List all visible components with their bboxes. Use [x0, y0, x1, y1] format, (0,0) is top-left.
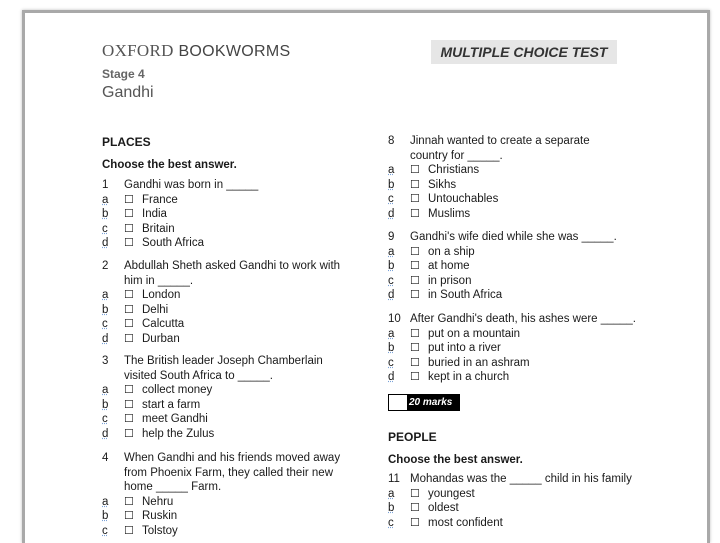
question-number: 1 [102, 179, 109, 191]
question-number: 2 [102, 260, 109, 272]
checkbox-icon[interactable]: ☐ [124, 524, 134, 537]
question-3 [102, 354, 342, 441]
answer-option[interactable] [102, 495, 342, 510]
question-number: 8 [388, 135, 395, 147]
option-text: London [142, 289, 181, 301]
checkbox-icon[interactable]: ☐ [124, 289, 134, 301]
option-letter: a [102, 193, 109, 206]
stage-label: Stage 4 [102, 67, 145, 81]
answer-option[interactable] [102, 524, 342, 539]
option-letter: c [102, 222, 108, 235]
answer-option[interactable] [102, 398, 342, 413]
option-letter: d [102, 237, 109, 250]
checkbox-icon[interactable]: ☐ [124, 222, 134, 235]
brand-bookworms: BOOKWORMS [178, 43, 291, 60]
question-text: Abdullah Sheth asked Gandhi to work with him in _____. [124, 260, 341, 287]
answer-option[interactable] [102, 193, 342, 208]
checkbox-icon[interactable]: ☐ [410, 207, 420, 220]
option-text: kept in a church [428, 371, 510, 384]
option-text: Untouchables [428, 193, 499, 206]
checkbox-icon[interactable]: ☐ [124, 413, 134, 426]
answer-option[interactable] [388, 327, 648, 342]
checkbox-icon[interactable]: ☐ [124, 318, 134, 331]
question-2 [102, 259, 342, 346]
answer-option[interactable] [102, 317, 342, 332]
option-text: start a farm [142, 398, 201, 411]
section-title-places: PLACES [102, 135, 151, 149]
checkbox-icon[interactable]: ☐ [410, 245, 420, 258]
question-11 [388, 472, 648, 530]
option-letter: a [388, 245, 395, 258]
answer-option[interactable] [102, 288, 342, 303]
answer-option[interactable] [388, 274, 628, 289]
option-text: Muslims [428, 207, 471, 220]
option-text: Calcutta [142, 318, 185, 331]
question-8 [388, 134, 628, 221]
question-text: Gandhi's wife died while she was _____. [410, 231, 617, 243]
checkbox-icon[interactable]: ☐ [124, 510, 134, 523]
checkbox-icon[interactable]: ☐ [124, 495, 134, 508]
question-text: After Gandhi's death, his ashes were _____. [410, 313, 636, 325]
checkbox-icon[interactable]: ☐ [124, 332, 134, 345]
option-letter: c [388, 193, 394, 206]
answer-option[interactable] [102, 303, 342, 318]
question-number: 3 [102, 355, 109, 367]
section-title-people: PEOPLE [388, 430, 437, 444]
answer-option[interactable] [388, 487, 648, 502]
question-number: 10 [388, 313, 401, 325]
answer-option[interactable] [388, 192, 628, 207]
answer-option[interactable] [388, 245, 628, 260]
checkbox-icon[interactable]: ☐ [410, 260, 420, 273]
option-letter: c [102, 413, 108, 426]
option-letter: a [102, 384, 109, 396]
question-1 [102, 178, 342, 251]
answer-option[interactable] [102, 236, 342, 251]
answer-option[interactable] [102, 509, 342, 524]
checkbox-icon[interactable]: ☐ [410, 502, 420, 515]
option-letter: b [102, 303, 109, 316]
option-letter: d [388, 371, 395, 384]
answer-option[interactable] [388, 259, 628, 274]
option-letter: c [388, 516, 394, 529]
option-letter: a [388, 327, 395, 340]
option-letter: c [102, 318, 108, 331]
answer-option[interactable] [388, 370, 648, 385]
checkbox-icon[interactable]: ☐ [410, 487, 420, 500]
answer-option[interactable] [388, 341, 648, 356]
question-text: The British leader Joseph Chamberlain visited South Africa to _____. [124, 355, 323, 382]
answer-option[interactable] [388, 207, 628, 222]
checkbox-icon[interactable]: ☐ [124, 193, 134, 206]
option-letter: c [388, 274, 394, 287]
option-text: in prison [428, 274, 472, 287]
option-letter: c [102, 524, 108, 537]
option-letter: d [102, 332, 109, 345]
option-text: help the Zulus [142, 427, 215, 440]
option-text: put into a river [428, 342, 501, 355]
option-text: youngest [428, 487, 475, 500]
option-letter: a [388, 487, 395, 500]
option-text: Delhi [142, 303, 169, 316]
question-text: Mohandas was the _____ child in his family [410, 473, 632, 485]
brand-logo [102, 41, 291, 61]
checkbox-icon[interactable]: ☐ [410, 356, 420, 369]
people-instruction: Choose the best answer. [388, 454, 523, 466]
test-type-badge: MULTIPLE CHOICE TEST [431, 40, 617, 64]
option-text: at home [428, 260, 470, 273]
checkbox-icon[interactable]: ☐ [124, 208, 134, 221]
option-letter: a [102, 289, 109, 301]
option-text: meet Gandhi [142, 413, 208, 426]
brand-oxford: OXFORD [102, 41, 174, 60]
option-text: France [142, 193, 178, 206]
option-text: Nehru [142, 495, 174, 508]
option-text: put on a mountain [428, 327, 521, 340]
option-text: buried in an ashram [428, 356, 530, 369]
question-10 [388, 312, 648, 385]
answer-option[interactable] [102, 412, 342, 427]
option-letter: d [388, 289, 395, 302]
checkbox-icon[interactable]: ☐ [124, 237, 134, 250]
option-letter: a [102, 495, 109, 508]
answer-option[interactable] [388, 178, 628, 193]
places-instruction: Choose the best answer. [102, 159, 237, 171]
checkbox-icon[interactable]: ☐ [410, 516, 420, 529]
checkbox-icon[interactable]: ☐ [410, 371, 420, 384]
question-text: When Gandhi and his friends moved away from Phoenix Farm, they called their new home _____ Farm. [124, 452, 341, 493]
option-text: in South Africa [428, 289, 503, 302]
answer-option[interactable] [102, 427, 342, 442]
option-letter: d [102, 427, 109, 440]
option-text: Tolstoy [142, 524, 178, 537]
answer-option[interactable] [388, 501, 648, 516]
option-letter: b [102, 208, 109, 221]
checkbox-icon[interactable]: ☐ [124, 427, 134, 440]
option-letter: b [102, 510, 109, 523]
question-number: 4 [102, 452, 109, 464]
option-letter: b [388, 178, 395, 191]
checkbox-icon[interactable]: ☐ [124, 384, 134, 396]
marks-box [388, 394, 460, 411]
answer-option[interactable] [388, 516, 648, 531]
option-text: oldest [428, 502, 459, 515]
question-number: 9 [388, 231, 395, 243]
checkbox-icon[interactable]: ☐ [124, 398, 134, 411]
option-text: Ruskin [142, 510, 178, 523]
answer-option[interactable] [388, 163, 628, 178]
checkbox-icon[interactable]: ☐ [410, 193, 420, 206]
answer-option[interactable] [388, 288, 628, 303]
answer-option[interactable] [102, 222, 342, 237]
checkbox-icon[interactable]: ☐ [410, 289, 420, 302]
option-text: Britain [142, 222, 175, 235]
option-text: collect money [142, 384, 213, 396]
checkbox-icon[interactable]: ☐ [410, 178, 420, 191]
option-text: on a ship [428, 245, 475, 258]
question-9 [388, 230, 628, 303]
book-title: Gandhi [102, 84, 154, 101]
option-letter: d [388, 207, 395, 220]
option-text: India [142, 208, 167, 221]
option-text: most confident [428, 516, 503, 529]
option-letter: b [102, 398, 109, 411]
option-letter: a [388, 164, 395, 176]
checkbox-icon[interactable]: ☐ [410, 274, 420, 287]
question-text: Gandhi was born in _____ [124, 179, 259, 191]
option-letter: b [388, 502, 395, 515]
checkbox-icon[interactable]: ☐ [410, 164, 420, 176]
option-text: South Africa [142, 237, 205, 250]
option-text: Christians [428, 164, 480, 176]
checkbox-icon[interactable]: ☐ [124, 303, 134, 316]
question-number: 11 [388, 473, 400, 485]
option-letter: c [388, 356, 394, 369]
question-4 [102, 451, 342, 538]
answer-option[interactable] [102, 207, 342, 222]
answer-option[interactable] [102, 383, 342, 398]
option-text: Durban [142, 332, 180, 345]
answer-option[interactable] [102, 332, 342, 347]
question-text: Jinnah wanted to create a separate country for _____. [410, 135, 590, 162]
answer-option[interactable] [388, 356, 648, 371]
option-letter: b [388, 260, 395, 273]
marks-label: 20 marks [407, 395, 459, 410]
document-page [22, 10, 710, 543]
checkbox-icon[interactable]: ☐ [410, 327, 420, 340]
option-letter: b [388, 342, 395, 355]
checkbox-icon[interactable]: ☐ [410, 342, 420, 355]
option-text: Sikhs [428, 178, 457, 191]
